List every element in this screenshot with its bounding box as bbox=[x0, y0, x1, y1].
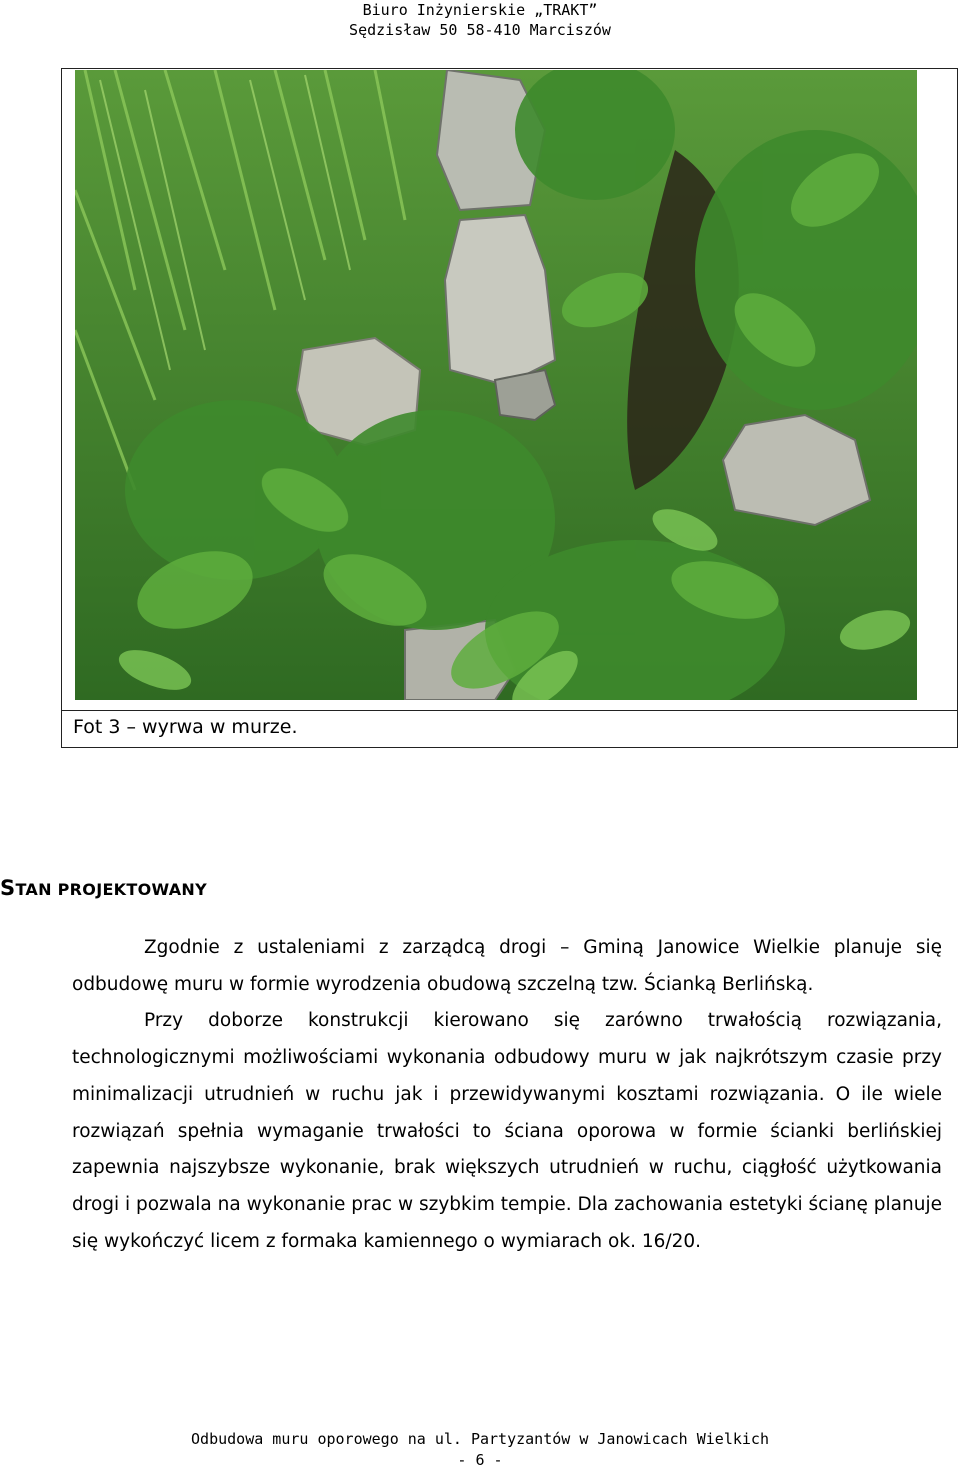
body-text bbox=[72, 930, 942, 1260]
photo-wall-breach bbox=[75, 70, 917, 700]
section-title-initial: S bbox=[0, 876, 16, 900]
section-title-rest: TAN PROJEKTOWANY bbox=[15, 880, 207, 899]
section-title bbox=[0, 876, 207, 900]
paragraph: Przy doborze konstrukcji kierowano się zarówno trwałością rozwiązania, technologicznymi możliwościami wykonania odbudowy muru w jak najkrótszym czasie przy minimalizacji utrudnień w ruchu jak i przewidywanymi kosztami rozwiązania. O ile wiele rozwiązań spełnia wymaganie trwałości to ściana oporowa w formie ścianki berlińskiej zapewnia najszybsze wykonanie, brak większych utrudnień w ruchu, ciągłość użytkowania drogi i pozwala na wykonanie prac w szybkim tempie. Dla zachowania estetyki ścianę planuje się wykończyć licem z formaka kamiennego o wymiarach ok. 16/20. bbox=[72, 1010, 942, 1252]
header-company: Biuro Inżynierskie „TRAKT” bbox=[362, 1, 598, 19]
caption-divider bbox=[61, 710, 958, 711]
footer-title: Odbudowa muru oporowego na ul. Partyzantów w Janowicach Wielkich bbox=[191, 1430, 769, 1448]
page-header bbox=[0, 0, 960, 40]
figure-caption: Fot 3 – wyrwa w murze. bbox=[73, 716, 298, 738]
page-number: - 6 - bbox=[457, 1451, 503, 1469]
paragraph: Zgodnie z ustaleniami z zarządcą drogi – Gminą Janowice Wielkie planuje się odbudowę muru w formie wyrodzenia obudową szczelną tzw. Ścianką Berlińską. bbox=[72, 937, 942, 995]
header-address: Sędzisław 50 58-410 Marciszów bbox=[349, 21, 611, 39]
photo-icon bbox=[75, 70, 917, 700]
